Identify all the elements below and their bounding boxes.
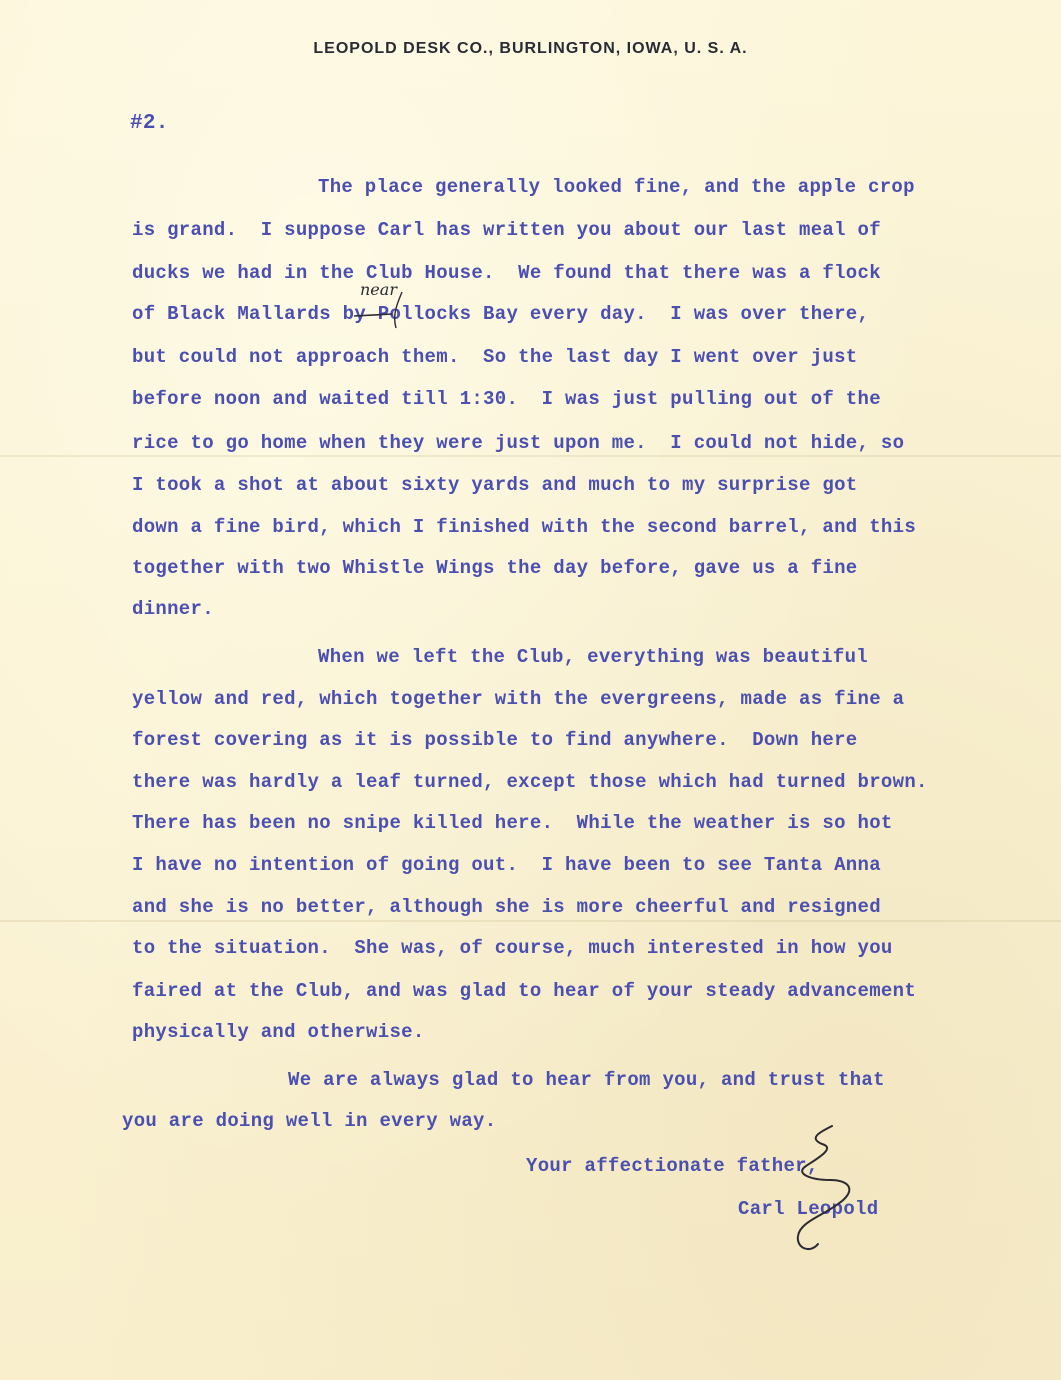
body-line: but could not approach them. So the last day I went over just (132, 346, 858, 368)
body-line: is grand. I suppose Carl has written you about our last meal of (132, 219, 881, 241)
correction-strike-icon (340, 284, 420, 334)
body-line: I have no intention of going out. I have been to see Tanta Anna (132, 854, 881, 876)
paper-fold (0, 920, 1061, 922)
body-line: We are always glad to hear from you, and trust that (288, 1069, 885, 1091)
body-line: there was hardly a leaf turned, except those which had turned brown. (132, 771, 928, 793)
body-line: yellow and red, which together with the evergreens, made as fine a (132, 688, 905, 710)
paper-fold (0, 455, 1061, 457)
body-line: When we left the Club, everything was beautiful (318, 646, 868, 668)
body-line: before noon and waited till 1:30. I was just pulling out of the (132, 388, 881, 410)
typed-signature: Carl Leopold (738, 1198, 879, 1220)
body-line: physically and otherwise. (132, 1021, 425, 1043)
body-line: to the situation. She was, of course, much interested in how you (132, 937, 893, 959)
body-line: together with two Whistle Wings the day before, gave us a fine (132, 557, 858, 579)
body-line: of Black Mallards by Pollocks Bay every day. I was over there, (132, 303, 870, 325)
body-line: ducks we had in the Club House. We found that there was a flock (132, 262, 881, 284)
letterhead: LEOPOLD DESK CO., BURLINGTON, IOWA, U. S. A. (313, 40, 748, 57)
body-line: I took a shot at about sixty yards and much to my surprise got (132, 474, 858, 496)
body-line: you are doing well in every way. (122, 1110, 497, 1132)
body-line: The place generally looked fine, and the apple crop (318, 176, 915, 198)
handwritten-correction: near (360, 280, 397, 299)
body-line: forest covering as it is possible to find anywhere. Down here (132, 729, 858, 751)
body-line: There has been no snipe killed here. While the weather is so hot (132, 812, 893, 834)
body-line: rice to go home when they were just upon me. I could not hide, so (132, 432, 905, 454)
signature-flourish-icon (760, 1118, 880, 1258)
body-line: down a fine bird, which I finished with the second barrel, and this (132, 516, 917, 538)
body-line: and she is no better, although she is more cheerful and resigned (132, 896, 881, 918)
body-line: faired at the Club, and was glad to hear of your steady advancement (132, 980, 917, 1002)
closing: Your affectionate father, (526, 1155, 819, 1177)
body-line: dinner. (132, 598, 214, 620)
page-number: #2. (130, 112, 169, 135)
